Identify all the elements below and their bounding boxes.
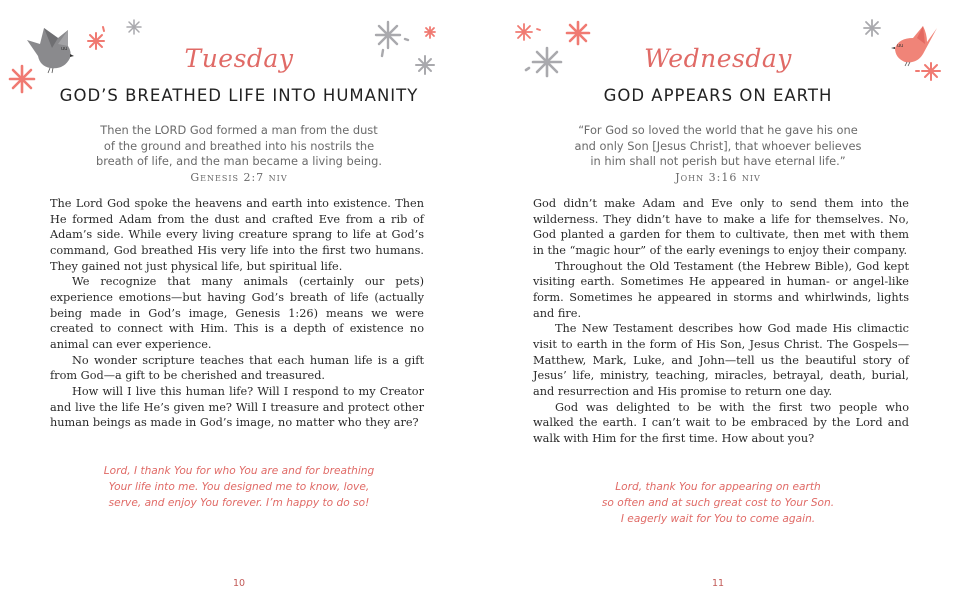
scripture-verse — [0, 123, 478, 185]
sparkle-icon — [127, 20, 141, 34]
svg-text:uu: uu — [897, 43, 904, 49]
paragraph: God was delighted to be with the first two people who walked the earth. I can’t wait to be embraced by the Lord and walk with Him for the first time. How about you? — [533, 400, 909, 445]
devotional-body — [533, 196, 909, 447]
prayer — [479, 479, 957, 528]
paragraph: We recognize that many animals (certainly our pets) experience emotions—but having God’s breath of life (actually being made in God’s image, Genesis 1:26) means we were created to connect with Him. This is a depth of existence no animal can ever experience. — [50, 275, 424, 351]
prayer-line: Your life into me. You designed me to know, love, — [108, 481, 370, 494]
paragraph: Throughout the Old Testament (the Hebrew Bible), God kept visiting earth. Sometimes He appeared in human- or angel-like form. Sometimes he appeared in storms and whirlwinds, lights and fire. — [533, 259, 909, 320]
verse-line: of the ground and breathed into his nostrils the — [103, 138, 375, 153]
sparkle-icon — [516, 24, 540, 40]
sparkle-icon — [425, 27, 435, 38]
prayer — [0, 463, 478, 512]
devotional-body — [50, 196, 424, 431]
paragraph: How will I live this human life? Will I respond to my Creator and live the life He’s given me? Will I treasure and protect other human beings as made in God’s image, no matter who they are? — [50, 384, 424, 430]
verse-line: and only Son [Jesus Christ], that whoever believes — [574, 138, 862, 153]
prayer-line: so often and at such great cost to Your Son. — [601, 497, 835, 510]
left-page — [0, 0, 478, 609]
sparkle-icon — [864, 20, 880, 36]
paragraph: The Lord God spoke the heavens and earth into existence. Then He formed Adam from the dust and crafted Eve from a rib of Adam’s side. While every living creature sprang to life at God’s command, God breathed His very life into the first two humans. They gained not just physical life, but spiritual life. — [50, 197, 424, 273]
paragraph: The New Testament describes how God made His climactic visit to earth in the form of His Son, Jesus Christ. The Gospels—Matthew, Mark, Luke, and John—tell us the beautiful story of Jesus’ life, ministry, teaching, miracles, betrayal, death, burial, and resurrection and His promise to return one day. — [533, 322, 909, 398]
prayer-line: Lord, thank You for appearing on earth — [615, 481, 821, 493]
right-page — [479, 0, 957, 609]
verse-line: breath of life, and the man became a living being. — [95, 154, 382, 169]
sparkle-icon — [567, 22, 589, 44]
page-number: 11 — [711, 578, 725, 589]
prayer-line: I eagerly wait for You to come again. — [620, 513, 816, 526]
verse-line: Then the LORD God formed a man from the dust — [100, 123, 378, 137]
verse-line: in him shall not perish but have eternal life.” — [590, 154, 846, 169]
verse-line: “For God so loved the world that he gave his one — [578, 123, 858, 137]
prayer-line: serve, and enjoy You forever. I’m happy to do so! — [108, 497, 370, 510]
paragraph: No wonder scripture teaches that each human life is a gift from God—a gift to be cherished and treasured. — [50, 353, 424, 383]
day-title: Tuesday — [184, 44, 294, 73]
verse-reference: Genesis 2:7 niv — [190, 170, 288, 184]
prayer-line: Lord, I thank You for who You are and for breathing — [103, 465, 375, 477]
verse-reference: John 3:16 niv — [675, 170, 761, 184]
paragraph: God didn’t make Adam and Eve only to send them into the wilderness. They didn’t have to make a life for themselves. No, God planted a garden for them to cultivate, then met with them in the “magic hour” of the early evenings to enjoy their company. — [533, 197, 909, 257]
devotional-heading: GOD’S BREATHED LIFE INTO HUMANITY — [59, 86, 419, 105]
svg-text:uu: uu — [61, 46, 68, 52]
day-title: Wednesday — [644, 44, 792, 73]
scripture-verse — [479, 123, 957, 185]
devotional-heading: GOD APPEARS ON EARTH — [603, 86, 833, 105]
page-number: 10 — [232, 578, 246, 589]
